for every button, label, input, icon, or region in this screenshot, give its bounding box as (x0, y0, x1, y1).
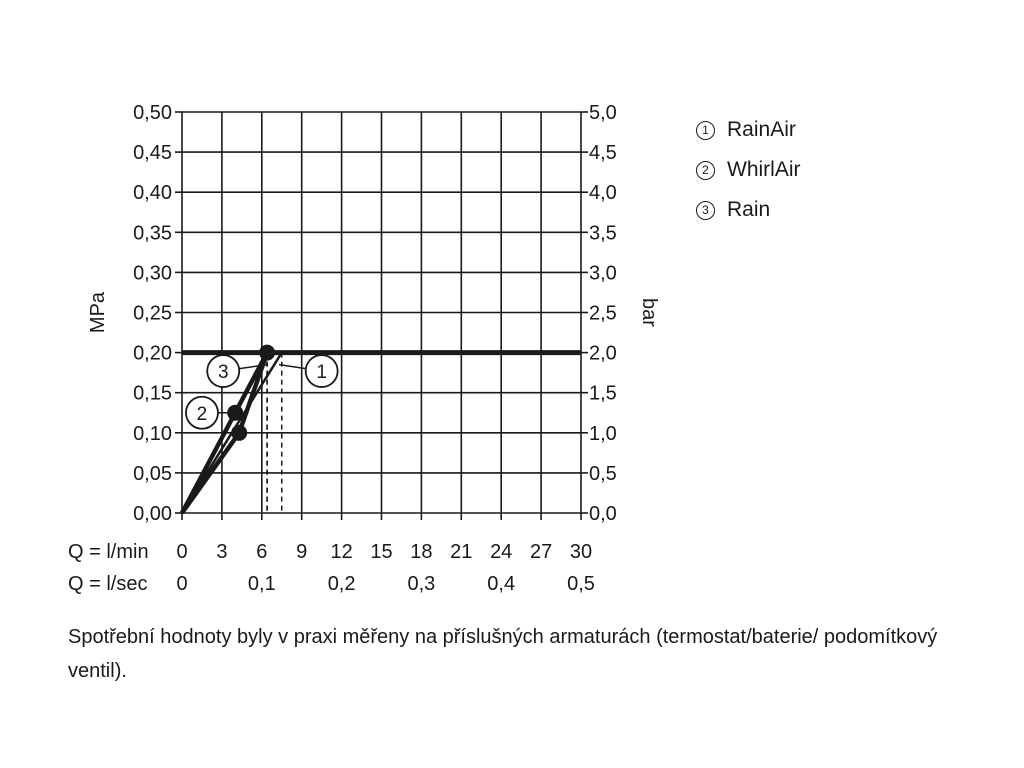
legend-label-rain: Rain (727, 198, 771, 221)
y-left-tick-label: 0,45 (133, 142, 172, 165)
y-left-tick-label: 0,40 (133, 182, 172, 205)
y-left-axis-label: MPa (87, 291, 109, 334)
x-lmin-tick-label: 9 (296, 541, 308, 563)
legend-item-rain (696, 190, 801, 230)
x-lsec-tick-label: 0,4 (487, 573, 516, 595)
y-right-axis-label: bar (638, 298, 660, 327)
footnote: Spotřební hodnoty byly v praxi měřeny na příslušných armaturách (termostat/baterie/ podomítkový ventil). (68, 626, 938, 682)
series-dot-rain (259, 345, 275, 361)
series-dot-rain (231, 425, 247, 441)
x-lmin-tick-label: 3 (216, 541, 228, 563)
y-right-tick-label: 0,0 (589, 503, 617, 525)
y-right-tick-label: 1,0 (589, 422, 617, 445)
legend-marker-3: 3 (696, 201, 715, 220)
y-left-tick-label: 0,50 (133, 102, 172, 124)
x-lsec-tick-label: 0,1 (247, 573, 276, 595)
legend-marker-2: 2 (696, 161, 715, 180)
y-left-tick-label: 0,25 (133, 302, 172, 325)
x-lmin-axis-label: Q = l/min (68, 541, 149, 563)
y-left-tick-label: 0,05 (133, 462, 172, 485)
x-lmin-tick-label: 30 (569, 541, 593, 563)
y-right-tick-label: 2,0 (589, 342, 617, 365)
x-lmin-tick-label: 15 (370, 541, 393, 563)
y-right-tick-label: 3,0 (589, 262, 617, 285)
annotation-label-3: 3 (217, 362, 229, 384)
x-lmin-tick-label: 27 (529, 541, 553, 563)
y-left-tick-label: 0,10 (133, 422, 172, 445)
y-left-tick-label: 0,35 (133, 222, 172, 245)
y-left-tick-label: 0,15 (133, 382, 172, 405)
legend (696, 110, 801, 230)
legend-item-rainair (696, 110, 801, 150)
y-right-tick-label: 5,0 (589, 102, 617, 124)
x-lsec-tick-label: 0 (176, 573, 188, 595)
y-left-tick-label: 0,30 (133, 262, 172, 285)
y-right-tick-label: 2,5 (589, 302, 617, 325)
annotation-label-1: 1 (316, 362, 327, 384)
y-right-tick-label: 4,5 (589, 142, 617, 165)
y-left-tick-label: 0,20 (133, 342, 172, 365)
legend-marker-1: 1 (696, 121, 715, 140)
y-right-tick-label: 4,0 (589, 182, 617, 205)
x-lsec-tick-label: 0,2 (327, 573, 356, 595)
x-lmin-tick-label: 0 (176, 541, 188, 563)
x-lsec-axis-label: Q = l/sec (68, 573, 148, 595)
x-lmin-tick-label: 18 (410, 541, 433, 563)
y-left-tick-label: 0,00 (133, 503, 172, 525)
y-right-tick-label: 0,5 (589, 462, 617, 485)
x-lmin-tick-label: 6 (256, 541, 268, 563)
x-lmin-tick-label: 21 (450, 541, 473, 563)
x-lsec-tick-label: 0,3 (407, 573, 436, 595)
legend-label-rainair: RainAir (727, 118, 796, 141)
x-lmin-tick-label: 24 (490, 541, 513, 563)
legend-item-whirlair (696, 150, 801, 190)
legend-label-whirlair: WhirlAir (727, 158, 801, 181)
x-lmin-tick-label: 12 (330, 541, 353, 563)
y-right-tick-label: 3,5 (589, 222, 617, 245)
x-lsec-tick-label: 0,5 (567, 573, 595, 595)
y-right-tick-label: 1,5 (589, 382, 617, 405)
annotation-label-2: 2 (196, 403, 208, 425)
